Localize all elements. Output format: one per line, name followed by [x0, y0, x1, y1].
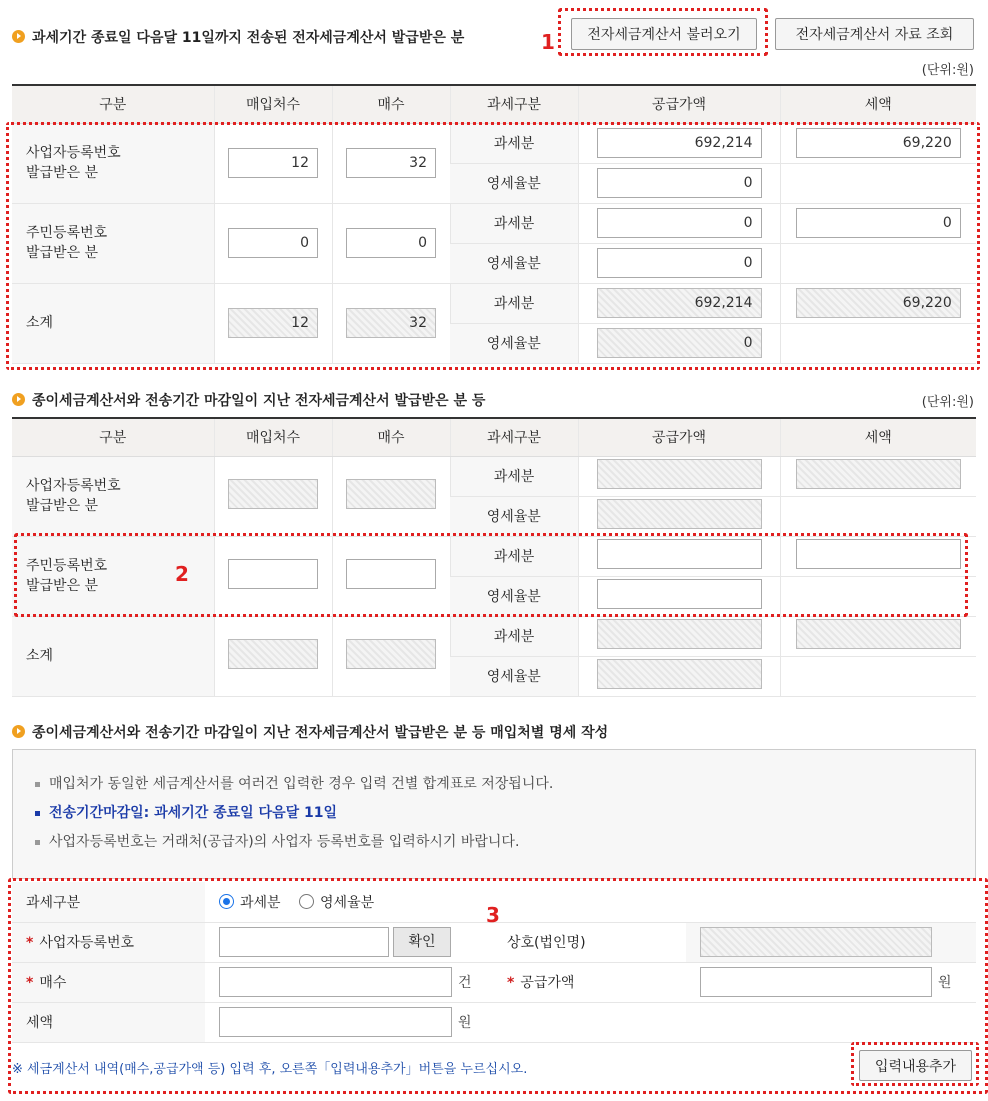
tax-type-taxable: 과세분 [450, 616, 578, 656]
tax-type-label: 과세구분 [12, 882, 205, 922]
paper-biz-taxable-supply-field [597, 459, 762, 489]
square-bullet-icon [35, 840, 40, 845]
sub-vendor-count-field: 12 [228, 308, 318, 338]
row-label-resident: 주민등록번호 발급받은 분 [12, 536, 214, 616]
sub-sheet-count-field: 32 [346, 308, 436, 338]
row-label-resident: 주민등록번호 발급받은 분 [12, 203, 214, 283]
company-label: 상호(법인명) [493, 922, 686, 962]
detail-entry-form: 과세구분 과세분 영세율분 * 사업자등록번호 확인 상호(법인명) * 매수 건 * 공급가액 원 세액 원 [12, 882, 976, 1043]
paper-res-sheet-count-input[interactable] [346, 559, 436, 589]
res-taxable-tax-field[interactable]: 0 [796, 208, 961, 238]
tax-type-zero: 영세율분 [450, 323, 578, 363]
tax-type-taxable: 과세분 [450, 283, 578, 323]
sub-taxable-tax-field: 69,220 [796, 288, 961, 318]
confirm-button[interactable]: 확인 [393, 927, 451, 957]
tax-type-zero: 영세율분 [450, 163, 578, 203]
row-label-biz: 사업자등록번호 발급받은 분 [12, 456, 214, 536]
header-tax-amount: 세액 [780, 85, 976, 123]
square-bullet-icon [35, 811, 40, 816]
supply-amount-input[interactable] [700, 967, 932, 997]
tax-type-taxable: 과세분 [450, 123, 578, 163]
res-taxable-supply-field[interactable]: 0 [597, 208, 762, 238]
header-supply-amount: 공급가액 [578, 85, 780, 123]
biz-no-input[interactable] [219, 927, 389, 957]
tax-type-zero: 영세율분 [450, 243, 578, 283]
marker-1: 1 [541, 30, 555, 54]
header-category: 구분 [12, 418, 214, 456]
biz-no-label: * 사업자등록번호 [12, 922, 205, 962]
radio-zero-rate[interactable] [299, 894, 314, 909]
res-sheet-count-field[interactable]: 0 [346, 228, 436, 258]
paper-res-vendor-count-input[interactable] [228, 559, 318, 589]
section2-unit: (단위:원) [921, 395, 974, 410]
bullet-icon [12, 393, 25, 406]
header-tax-type: 과세구분 [450, 85, 578, 123]
tax-type-taxable: 과세분 [450, 203, 578, 243]
required-icon: * [26, 935, 34, 951]
marker-2: 2 [175, 562, 189, 586]
paper-res-taxable-supply-input[interactable] [597, 539, 762, 569]
sheets-unit: 건 [458, 975, 472, 991]
required-icon: * [26, 975, 34, 991]
marker-3: 3 [486, 903, 500, 927]
section1-table [12, 84, 976, 364]
paper-sub-zero-supply-field [597, 659, 762, 689]
header-sheet-count: 매수 [332, 85, 450, 123]
res-vendor-count-field[interactable]: 0 [228, 228, 318, 258]
res-zero-supply-field[interactable]: 0 [597, 248, 762, 278]
paper-biz-sheet-count-field [346, 479, 436, 509]
tax-unit: 원 [458, 1015, 472, 1031]
tax-type-taxable: 과세분 [450, 456, 578, 496]
section2-table [12, 417, 976, 697]
paper-sub-sheet-count-field [346, 639, 436, 669]
paper-biz-zero-supply-field [597, 499, 762, 529]
sheets-label: * 매수 [12, 962, 205, 1002]
tax-amount-input[interactable] [219, 1007, 452, 1037]
section1-title: 과세기간 종료일 다음달 11일까지 전송된 전자세금계산서 발급받은 분 [12, 27, 464, 47]
company-name-field [700, 927, 932, 957]
paper-sub-taxable-supply-field [597, 619, 762, 649]
sub-taxable-supply-field: 692,214 [597, 288, 762, 318]
row-label-subtotal: 소계 [12, 283, 214, 363]
header-sheet-count: 매수 [332, 418, 450, 456]
tax-type-zero: 영세율분 [450, 656, 578, 696]
info-line-deadline: 전송기간마감일: 과세기간 종료일 다음달 11일 [35, 799, 975, 828]
header-vendor-count: 매입처수 [214, 418, 332, 456]
bullet-icon [12, 30, 25, 43]
square-bullet-icon [35, 782, 40, 787]
biz-vendor-count-field[interactable]: 12 [228, 148, 318, 178]
header-tax-amount: 세액 [780, 418, 976, 456]
tax-type-zero: 영세율분 [450, 576, 578, 616]
paper-sub-taxable-tax-field [796, 619, 961, 649]
section1-unit: (단위:원) [921, 63, 974, 78]
row-label-subtotal: 소계 [12, 616, 214, 696]
section2-title: 종이세금계산서와 전송기간 마감일이 지난 전자세금계산서 발급받은 분 등 [12, 390, 485, 410]
sheets-input[interactable] [219, 967, 452, 997]
paper-biz-vendor-count-field [228, 479, 318, 509]
required-icon: * [507, 975, 515, 991]
bullet-icon [12, 725, 25, 738]
load-etax-invoice-button[interactable]: 전자세금계산서 불러오기 [571, 18, 757, 50]
biz-taxable-supply-field[interactable]: 692,214 [597, 128, 762, 158]
biz-sheet-count-field[interactable]: 32 [346, 148, 436, 178]
header-supply-amount: 공급가액 [578, 418, 780, 456]
supply-label: * 공급가액 [493, 962, 686, 1002]
biz-zero-supply-field[interactable]: 0 [597, 168, 762, 198]
paper-sub-vendor-count-field [228, 639, 318, 669]
header-vendor-count: 매입처수 [214, 85, 332, 123]
tax-type-zero: 영세율분 [450, 496, 578, 536]
tax-type-taxable: 과세분 [450, 536, 578, 576]
supply-unit: 원 [938, 975, 952, 991]
section3-title: 종이세금계산서와 전송기간 마감일이 지난 전자세금계산서 발급받은 분 등 매입처별 명세 작성 [12, 722, 608, 742]
instruction-note: ※ 세금계산서 내역(매수,공급가액 등) 입력 후, 오른쪽「입력내용추가」버튼을 누르십시오. [12, 1062, 528, 1077]
paper-res-taxable-tax-input[interactable] [796, 539, 961, 569]
paper-biz-taxable-tax-field [796, 459, 961, 489]
tax-label: 세액 [12, 1002, 205, 1042]
header-tax-type: 과세구분 [450, 418, 578, 456]
row-label-biz: 사업자등록번호 발급받은 분 [12, 123, 214, 203]
query-etax-invoice-button[interactable]: 전자세금계산서 자료 조회 [775, 18, 974, 50]
info-box [12, 749, 976, 879]
info-line: 사업자등록번호는 거래처(공급자)의 사업자 등록번호를 입력하시기 바랍니다. [35, 828, 975, 857]
biz-taxable-tax-field[interactable]: 69,220 [796, 128, 961, 158]
radio-taxable[interactable] [219, 894, 234, 909]
paper-res-zero-supply-input[interactable] [597, 579, 762, 609]
header-category: 구분 [12, 85, 214, 123]
add-entry-button[interactable]: 입력내용추가 [859, 1050, 972, 1081]
info-line: 매입처가 동일한 세금계산서를 여러건 입력한 경우 입력 건별 합계표로 저장됩니다. [35, 770, 975, 799]
sub-zero-supply-field: 0 [597, 328, 762, 358]
